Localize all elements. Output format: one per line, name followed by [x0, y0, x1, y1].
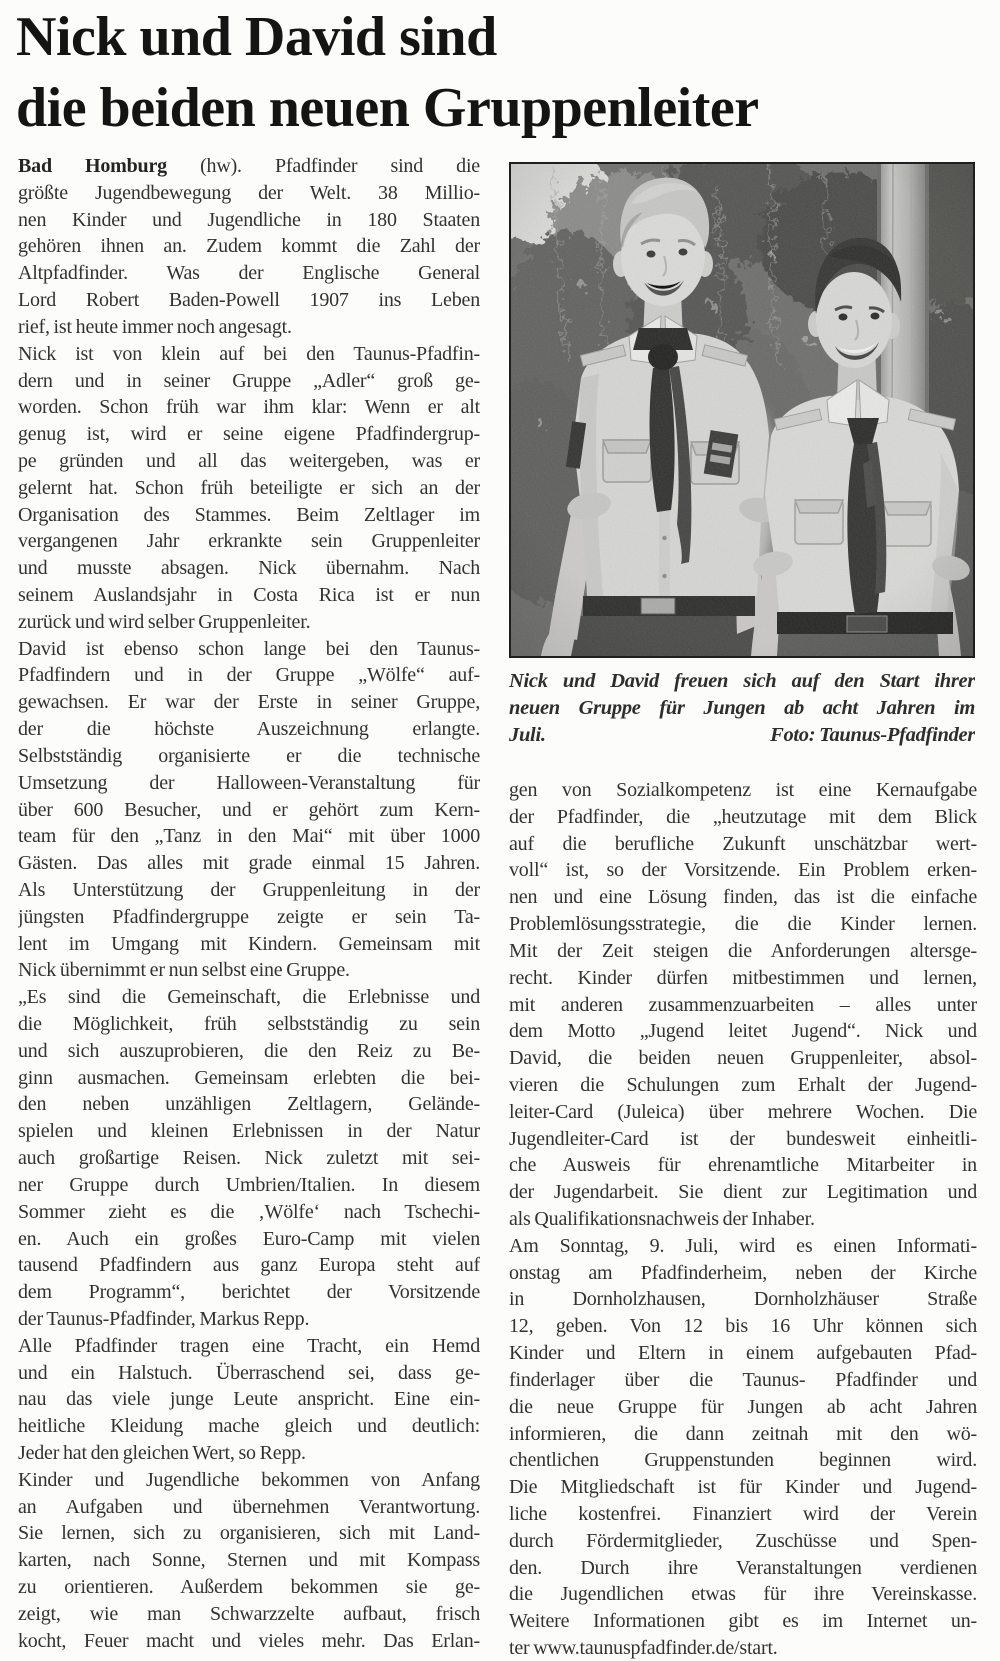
text-line: über 600 Besucher, und er gehört zum Kern- [18, 798, 480, 821]
text-line: vieren die Schulungen zum Erhalt der Jugend- [509, 1073, 977, 1096]
text-line: Gästen. Das alles mit grade einmal 15 Jahren. [18, 852, 480, 875]
text-line: liche kostenfrei. Finanziert wird der Verein [509, 1502, 977, 1525]
text-line: 12, geben. Von 12 bis 16 Uhr können sich [509, 1315, 977, 1338]
text-line: karten, nach Sonne, Sternen und mit Kompass [18, 1549, 480, 1572]
text-line: finderlager über die Taunus- Pfadfinder und [509, 1368, 977, 1391]
text-line: der die höchste Auszeichnung erlangte. [18, 718, 480, 741]
text-line: David, die beiden neuen Gruppenleiter, absol- [509, 1047, 977, 1070]
text-line: den neben unzähligen Zeltlagern, Gelände- [18, 1093, 480, 1116]
text-line: Lord Robert Baden-Powell 1907 ins Leben [18, 289, 480, 312]
headline-line-2: die beiden neuen Gruppenleiter [16, 77, 759, 139]
text-line: Kinder und Jugendliche bekommen von Anfang [18, 1468, 480, 1491]
paragraph [509, 777, 977, 1233]
text-line: der Pfadfinder, die „heutzutage mit dem Blick [509, 805, 977, 828]
photo-scene [511, 164, 973, 656]
text-line: chentlichen Gruppenstunden beginnen wird. [509, 1449, 977, 1472]
text-line: ginn ausmachen. Gemeinsam erlebten die bei- [18, 1066, 480, 1089]
text-line: Selbstständig organisierte er die technische [18, 744, 480, 767]
text-line: ner Gruppe durch Umbrien/Italien. In diesem [18, 1173, 480, 1196]
text-line: onstag am Pfadfinderheim, neben der Kirche [509, 1261, 977, 1284]
text-line: Sie lernen, sich zu organisieren, sich mit Land- [18, 1522, 480, 1545]
text-line: dem Programm“, berichtet der Vorsitzende [18, 1281, 480, 1304]
dateline-bold: Bad Homburg [18, 155, 167, 177]
text-line: kocht, Feuer macht und vieles mehr. Das Erlan- [18, 1629, 480, 1652]
text-line: leiter-Card (Juleica) über mehrere Wochen. Die [509, 1100, 977, 1123]
text-line: Organisation des Stammes. Beim Zeltlager im [18, 503, 480, 526]
text-line: und sich auszuprobieren, die den Reiz zu Be- [18, 1039, 480, 1062]
text-line: größte Jugendbewegung der Welt. 38 Millio- [18, 181, 480, 204]
paragraph [18, 984, 480, 1333]
text-line: der Jugendarbeit. Sie dient zur Legitimation und [509, 1181, 977, 1204]
text-line: voll“ ist, so der Vorsitzende. Ein Problem erken- [509, 859, 977, 882]
text-line: zeigt, wie man Schwarzzelte aufbaut, frisch [18, 1602, 480, 1625]
text-line: David ist ebenso schon lange bei den Taunus- [18, 637, 480, 660]
text-line: durch Fördermitglieder, Zuschüsse und Spen- [509, 1529, 977, 1552]
text-line: in Dornholzhausen, Dornholzhäuser Straße [509, 1288, 977, 1311]
text-line: heitliche Kleidung mache gleich und deutlich: [18, 1415, 480, 1438]
text-line: auf die berufliche Zukunft unschätzbar wert- [509, 832, 977, 855]
text-line: die Möglichkeit, früh selbstständig zu sein [18, 1013, 480, 1035]
text-line: „Es sind die Gemeinschaft, die Erlebnisse und [18, 986, 480, 1009]
text-line: seinem Auslandsjahr in Costa Rica ist er nun [18, 584, 480, 606]
text-line: Altpfadfinder. Was der Englische General [18, 262, 480, 285]
text-line: worden. Schon früh war ihm klar: Wenn er alt [18, 396, 480, 419]
text-line: gen von Sozialkompetenz ist eine Kernaufgabe [509, 779, 977, 801]
vignette [511, 164, 973, 656]
text-line: gehören ihnen an. Zudem kommt die Zahl der [18, 235, 480, 258]
text-line: und ein Halstuch. Überraschend sei, dass ge- [18, 1361, 480, 1384]
text-line: der Taunus-Pfadfinder, Markus Repp. [18, 1307, 310, 1330]
text-line: Weitere Informationen gibt es im Internet un- [509, 1610, 977, 1633]
text-line: vergangenen Jahr erkrankte sein Gruppenleiter [18, 530, 480, 553]
text-line: lent im Umgang mit Kindern. Gemeinsam mit [18, 932, 480, 955]
text-line: Umsetzung der Halloween-Veranstaltung für [18, 771, 480, 794]
headline-line-1: Nick und David sind [16, 6, 497, 68]
text-line: Alle Pfadfinder tragen eine Tracht, ein Hemd [18, 1334, 480, 1357]
text-line: zu orientieren. Außerdem bekommen sie ge- [18, 1576, 480, 1599]
text-line: team für den „Tanz in den Mai“ mit über 1000 [18, 825, 480, 848]
paragraph [18, 341, 480, 636]
text-line: die Jugendlichen etwas für ihre Vereinskasse. [509, 1583, 977, 1606]
text-line: en. Auch ein großes Euro-Camp mit vielen [18, 1227, 480, 1250]
text-line: an Aufgaben und übernehmen Verantwortung. [18, 1495, 480, 1518]
caption-line-end: Juli. [509, 724, 546, 746]
text-line: jüngsten Pfadfindergruppe zeigte er sein Ta- [18, 905, 480, 928]
left-column [18, 153, 480, 1655]
text-line: pe gründen und all das weitergeben, was er [18, 449, 480, 472]
text-line: Bad Homburg (hw). Pfadfinder sind die [18, 155, 480, 177]
text-line: gelernt hat. Schon früh beteiligte er sich an der [18, 476, 480, 499]
text-line: Jugendleiter-Card ist der bundesweit einheitli- [509, 1127, 977, 1150]
text-line: Jeder hat den gleichen Wert, so Repp. [18, 1442, 306, 1464]
text-line: spielen und kleinen Erlebnissen in der Natur [18, 1120, 480, 1143]
text-line: gewachsen. Er war der Erste in seiner Gruppe, [18, 691, 480, 714]
paragraph [18, 1333, 480, 1467]
text-line: zurück und wird selber Gruppenleiter. [18, 610, 311, 633]
text-line: che Ausweis für ehrenamtliche Mitarbeiter in [509, 1154, 977, 1177]
photo-credit: Foto: Taunus-Pfadfinder [770, 724, 975, 746]
text-line: Kinder und Eltern in einem aufgebauten Pfad- [509, 1342, 977, 1365]
photo-caption [509, 668, 975, 749]
paragraph [18, 153, 480, 341]
text-line: Die Mitgliedschaft ist für Kinder und Jugend- [509, 1476, 977, 1499]
article-photo [509, 162, 975, 658]
text-line: Mit der Zeit steigen die Anforderungen altersge- [509, 939, 977, 962]
text-line: genug ist, wird er seine eigene Pfadfindergrup- [18, 423, 480, 446]
text-line: informieren, die dann zeitnah mit den wö- [509, 1422, 977, 1445]
text-line: nen Kinder und Jugendliche in 180 Staaten [18, 208, 480, 231]
text-line: den. Durch ihre Veranstaltungen verdienen [509, 1556, 977, 1579]
text-line: dern und in seiner Gruppe „Adler“ groß ge- [18, 369, 480, 392]
text-line: dem Motto „Jugend leitet Jugend“. Nick und [509, 1020, 977, 1043]
text-line: Als Unterstützung der Gruppenleitung in der [18, 878, 480, 901]
paragraph [18, 1467, 480, 1655]
headline [16, 2, 759, 144]
text-line: nen und eine Lösung finden, das ist die einfache [509, 886, 977, 909]
text-line: recht. Kinder dürfen mitbestimmen und lernen, [509, 966, 977, 989]
text-line: als Qualifikationsnachweis der Inhaber. [509, 1208, 815, 1230]
right-column [509, 162, 977, 1661]
text-line: Sommer zieht es die ‚Wölfe‘ nach Tschechi- [18, 1200, 480, 1223]
text-line: und musste absagen. Nick übernahm. Nach [18, 557, 480, 580]
text-line: auch großartige Reisen. Nick zuletzt mit sei- [18, 1147, 480, 1170]
caption-line: neuen Gruppe für Jungen ab acht Jahren im [509, 697, 975, 719]
text-line: nau das viele junge Leute anspricht. Eine ein- [18, 1388, 480, 1411]
text-line: Nick ist von klein auf bei den Taunus-Pfadfin- [18, 342, 480, 365]
right-column-text [509, 777, 977, 1661]
text-line: rief, ist heute immer noch angesagt. [18, 315, 292, 338]
text-line: ter www.taunuspfadfinder.de/start. [509, 1637, 778, 1659]
text-line: Nick übernimmt er nun selbst eine Gruppe. [18, 959, 350, 982]
text-line: Am Sonntag, 9. Juli, wird es einen Informati- [509, 1234, 977, 1257]
text-line: Pfadfindern und in der Gruppe „Wölfe“ auf- [18, 664, 480, 687]
paragraph [509, 1233, 977, 1661]
text-line: die neue Gruppe für Jungen ab acht Jahren [509, 1395, 977, 1418]
text-line: tausend Pfadfindern aus ganz Europa steht auf [18, 1254, 480, 1277]
paragraph [18, 636, 480, 985]
caption-line: Nick und David freuen sich auf den Start ihrer [509, 670, 975, 692]
text-line: mit anderen zusammenzuarbeiten – alles unter [509, 993, 977, 1016]
text-line: Problemlösungsstrategie, die die Kinder lernen. [509, 913, 977, 936]
